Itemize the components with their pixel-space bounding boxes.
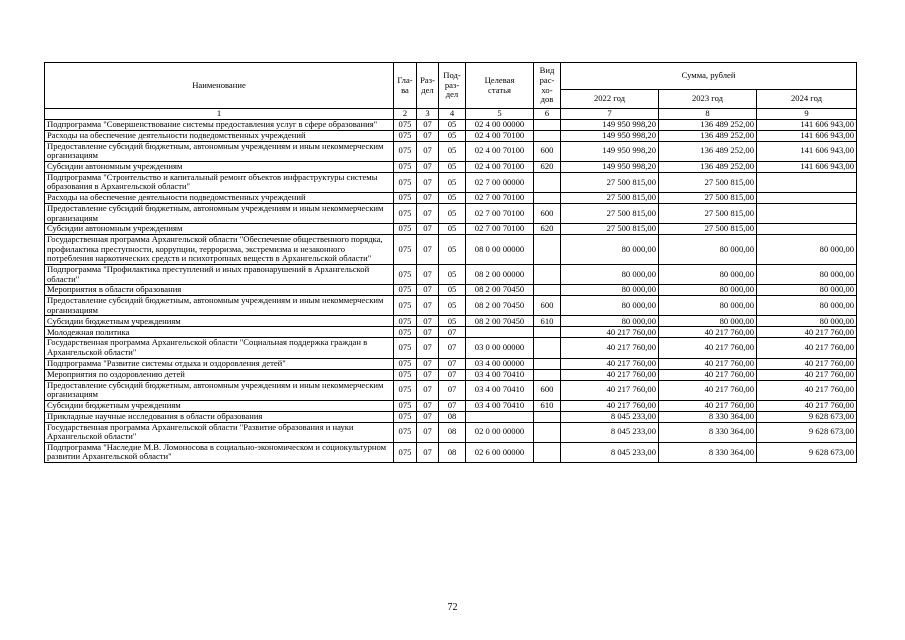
row-razdel: 07 — [417, 316, 439, 327]
row-razdel: 07 — [417, 338, 439, 358]
row-name: Подпрограмма "Профилактика преступлений и иных правонарушений в Архангельской области" — [45, 264, 394, 284]
row-glava: 075 — [394, 285, 417, 296]
row-sum-2022: 149 950 998,20 — [561, 161, 659, 172]
row-razdel: 07 — [417, 203, 439, 223]
row-podrazdel: 07 — [439, 369, 466, 380]
row-vid — [534, 119, 561, 130]
row-name: Мероприятия в области образования — [45, 285, 394, 296]
table-row — [45, 172, 857, 192]
row-sum-2022: 8 045 233,00 — [561, 442, 659, 462]
row-vid — [534, 172, 561, 192]
row-razdel: 07 — [417, 380, 439, 400]
column-number: 4 — [439, 109, 466, 120]
row-name: Предоставление субсидий бюджетным, автономным учреждениям и иным некоммерческим организациям — [45, 296, 394, 316]
row-sum-2023: 136 489 252,00 — [659, 141, 757, 161]
header-name: Наименование — [45, 63, 394, 109]
row-sum-2024: 40 217 760,00 — [757, 369, 857, 380]
row-glava: 075 — [394, 119, 417, 130]
table-row — [45, 285, 857, 296]
row-target: 02 4 00 00000 — [466, 119, 534, 130]
row-sum-2024: 40 217 760,00 — [757, 400, 857, 411]
row-glava: 075 — [394, 442, 417, 462]
row-glava: 075 — [394, 264, 417, 284]
table-row — [45, 411, 857, 422]
row-sum-2024 — [757, 172, 857, 192]
table-row — [45, 400, 857, 411]
row-vid — [534, 338, 561, 358]
table-row — [45, 327, 857, 338]
row-sum-2022: 80 000,00 — [561, 285, 659, 296]
row-sum-2023: 80 000,00 — [659, 264, 757, 284]
row-target: 02 4 00 70100 — [466, 141, 534, 161]
row-name: Государственная программа Архангельской области "Обеспечение общественного порядка, профилактика преступности, коррупции, терроризма, экстремизма и незаконного потребления наркотических средств и психотропных веществ в Архангельской области" — [45, 235, 394, 265]
row-vid — [534, 422, 561, 442]
row-glava: 075 — [394, 400, 417, 411]
row-razdel: 07 — [417, 411, 439, 422]
row-target: 08 2 00 00000 — [466, 264, 534, 284]
row-podrazdel: 05 — [439, 130, 466, 141]
row-name: Субсидии автономным учреждениям — [45, 161, 394, 172]
row-sum-2024: 141 606 943,00 — [757, 161, 857, 172]
row-podrazdel: 05 — [439, 285, 466, 296]
row-sum-2023: 40 217 760,00 — [659, 369, 757, 380]
row-vid: 600 — [534, 380, 561, 400]
row-sum-2022: 40 217 760,00 — [561, 400, 659, 411]
row-sum-2022: 40 217 760,00 — [561, 327, 659, 338]
table-row — [45, 358, 857, 369]
row-razdel: 07 — [417, 400, 439, 411]
budget-table — [44, 62, 857, 463]
table-row — [45, 264, 857, 284]
row-sum-2024: 40 217 760,00 — [757, 327, 857, 338]
header-year-2023: 2023 год — [659, 90, 757, 109]
row-name: Субсидии бюджетным учреждениям — [45, 400, 394, 411]
row-glava: 075 — [394, 130, 417, 141]
row-glava: 075 — [394, 224, 417, 235]
row-target: 08 2 00 70450 — [466, 296, 534, 316]
column-number: 9 — [757, 109, 857, 120]
row-glava: 075 — [394, 203, 417, 223]
row-podrazdel: 05 — [439, 203, 466, 223]
row-target: 02 7 00 70100 — [466, 192, 534, 203]
row-glava: 075 — [394, 327, 417, 338]
row-target: 02 6 00 00000 — [466, 442, 534, 462]
row-glava: 075 — [394, 172, 417, 192]
row-sum-2022: 27 500 815,00 — [561, 203, 659, 223]
row-name: Подпрограмма "Развитие системы отдыха и оздоровления детей" — [45, 358, 394, 369]
row-sum-2023: 8 330 364,00 — [659, 422, 757, 442]
row-sum-2023: 136 489 252,00 — [659, 161, 757, 172]
row-vid — [534, 369, 561, 380]
header-target: Целевая статья — [466, 63, 534, 109]
row-sum-2023: 27 500 815,00 — [659, 192, 757, 203]
row-vid: 600 — [534, 203, 561, 223]
row-sum-2022: 27 500 815,00 — [561, 224, 659, 235]
row-razdel: 07 — [417, 442, 439, 462]
row-glava: 075 — [394, 161, 417, 172]
table-row — [45, 296, 857, 316]
row-podrazdel: 05 — [439, 296, 466, 316]
row-sum-2023: 40 217 760,00 — [659, 380, 757, 400]
row-name: Прикладные научные исследования в области образования — [45, 411, 394, 422]
row-glava: 075 — [394, 296, 417, 316]
row-name: Молодежная политика — [45, 327, 394, 338]
row-glava: 075 — [394, 411, 417, 422]
header-year-2024: 2024 год — [757, 90, 857, 109]
header-year-2022: 2022 год — [561, 90, 659, 109]
row-sum-2024: 141 606 943,00 — [757, 119, 857, 130]
table-row — [45, 192, 857, 203]
table-header — [45, 63, 857, 120]
table-row — [45, 161, 857, 172]
row-sum-2023: 80 000,00 — [659, 316, 757, 327]
column-number: 7 — [561, 109, 659, 120]
table-row — [45, 224, 857, 235]
header-sum: Сумма, рублей — [561, 63, 857, 90]
row-vid — [534, 130, 561, 141]
row-podrazdel: 05 — [439, 119, 466, 130]
row-glava: 075 — [394, 141, 417, 161]
row-sum-2024 — [757, 224, 857, 235]
row-sum-2024: 141 606 943,00 — [757, 141, 857, 161]
row-sum-2023: 27 500 815,00 — [659, 172, 757, 192]
row-sum-2023: 8 330 364,00 — [659, 411, 757, 422]
row-razdel: 07 — [417, 235, 439, 265]
header-podrazdel: Под- раз- дел — [439, 63, 466, 109]
row-target: 03 4 00 00000 — [466, 358, 534, 369]
table-row — [45, 369, 857, 380]
row-sum-2023: 27 500 815,00 — [659, 203, 757, 223]
row-podrazdel: 05 — [439, 316, 466, 327]
row-vid — [534, 264, 561, 284]
row-sum-2024: 40 217 760,00 — [757, 338, 857, 358]
row-sum-2023: 40 217 760,00 — [659, 327, 757, 338]
row-podrazdel: 08 — [439, 422, 466, 442]
row-podrazdel: 07 — [439, 338, 466, 358]
row-sum-2022: 27 500 815,00 — [561, 172, 659, 192]
column-number: 5 — [466, 109, 534, 120]
row-sum-2024: 80 000,00 — [757, 296, 857, 316]
table-body — [45, 119, 857, 462]
row-razdel: 07 — [417, 327, 439, 338]
table-row — [45, 130, 857, 141]
row-sum-2022: 40 217 760,00 — [561, 380, 659, 400]
row-target — [466, 411, 534, 422]
row-vid: 620 — [534, 224, 561, 235]
row-vid: 600 — [534, 296, 561, 316]
row-name: Подпрограмма "Наследие М.В. Ломоносова в социально-экономическом и социокультурном развитии Архангельской области" — [45, 442, 394, 462]
row-glava: 075 — [394, 192, 417, 203]
row-target: 02 4 00 70100 — [466, 161, 534, 172]
row-sum-2022: 80 000,00 — [561, 316, 659, 327]
row-podrazdel: 07 — [439, 327, 466, 338]
row-target: 02 7 00 70100 — [466, 203, 534, 223]
table-row — [45, 119, 857, 130]
column-number-row — [45, 109, 857, 120]
row-podrazdel: 07 — [439, 380, 466, 400]
table-row — [45, 380, 857, 400]
row-podrazdel: 08 — [439, 411, 466, 422]
row-razdel: 07 — [417, 422, 439, 442]
row-glava: 075 — [394, 235, 417, 265]
row-name: Расходы на обеспечение деятельности подведомственных учреждений — [45, 130, 394, 141]
row-sum-2023: 80 000,00 — [659, 235, 757, 265]
row-name: Подпрограмма "Строительство и капитальный ремонт объектов инфраструктуры системы образования в Архангельской области" — [45, 172, 394, 192]
row-sum-2023: 27 500 815,00 — [659, 224, 757, 235]
row-sum-2022: 80 000,00 — [561, 264, 659, 284]
table-row — [45, 316, 857, 327]
row-podrazdel: 05 — [439, 192, 466, 203]
row-sum-2022: 80 000,00 — [561, 235, 659, 265]
table-row — [45, 203, 857, 223]
row-razdel: 07 — [417, 285, 439, 296]
row-podrazdel: 05 — [439, 235, 466, 265]
row-sum-2022: 40 217 760,00 — [561, 358, 659, 369]
row-name: Расходы на обеспечение деятельности подведомственных учреждений — [45, 192, 394, 203]
row-podrazdel: 05 — [439, 172, 466, 192]
column-number: 8 — [659, 109, 757, 120]
row-razdel: 07 — [417, 296, 439, 316]
row-sum-2024 — [757, 203, 857, 223]
row-glava: 075 — [394, 422, 417, 442]
page-number: 72 — [447, 602, 458, 613]
row-vid: 600 — [534, 141, 561, 161]
row-target: 08 2 00 70450 — [466, 285, 534, 296]
row-vid: 610 — [534, 316, 561, 327]
row-sum-2023: 136 489 252,00 — [659, 119, 757, 130]
table-row — [45, 338, 857, 358]
row-target: 02 4 00 70100 — [466, 130, 534, 141]
row-sum-2024: 80 000,00 — [757, 285, 857, 296]
row-sum-2022: 149 950 998,20 — [561, 119, 659, 130]
header-vid: Вид рас- хо- дов — [534, 63, 561, 109]
row-vid — [534, 411, 561, 422]
row-podrazdel: 05 — [439, 161, 466, 172]
row-podrazdel: 07 — [439, 358, 466, 369]
row-sum-2024 — [757, 192, 857, 203]
row-sum-2024: 80 000,00 — [757, 264, 857, 284]
row-podrazdel: 05 — [439, 224, 466, 235]
row-target: 08 2 00 70450 — [466, 316, 534, 327]
row-razdel: 07 — [417, 358, 439, 369]
row-name: Предоставление субсидий бюджетным, автономным учреждениям и иным некоммерческим организациям — [45, 203, 394, 223]
row-podrazdel: 07 — [439, 400, 466, 411]
row-razdel: 07 — [417, 369, 439, 380]
row-name: Подпрограмма "Совершенствование системы предоставления услуг в сфере образования" — [45, 119, 394, 130]
row-razdel: 07 — [417, 130, 439, 141]
row-name: Государственная программа Архангельской области "Развитие образования и науки Архангельской области" — [45, 422, 394, 442]
row-sum-2024: 40 217 760,00 — [757, 380, 857, 400]
row-target: 08 0 00 00000 — [466, 235, 534, 265]
row-sum-2022: 27 500 815,00 — [561, 192, 659, 203]
row-sum-2023: 8 330 364,00 — [659, 442, 757, 462]
row-sum-2022: 40 217 760,00 — [561, 338, 659, 358]
row-name: Предоставление субсидий бюджетным, автономным учреждениям и иным некоммерческим организациям — [45, 380, 394, 400]
table-row — [45, 422, 857, 442]
column-number: 2 — [394, 109, 417, 120]
header-razdel: Раз- дел — [417, 63, 439, 109]
row-sum-2024: 80 000,00 — [757, 316, 857, 327]
row-razdel: 07 — [417, 224, 439, 235]
row-target: 02 7 00 00000 — [466, 172, 534, 192]
row-vid — [534, 327, 561, 338]
row-vid — [534, 358, 561, 369]
row-sum-2024: 9 628 673,00 — [757, 411, 857, 422]
row-glava: 075 — [394, 358, 417, 369]
row-vid — [534, 235, 561, 265]
row-sum-2022: 8 045 233,00 — [561, 411, 659, 422]
row-sum-2024: 141 606 943,00 — [757, 130, 857, 141]
row-vid — [534, 442, 561, 462]
row-glava: 075 — [394, 338, 417, 358]
row-sum-2022: 149 950 998,20 — [561, 130, 659, 141]
row-sum-2024: 9 628 673,00 — [757, 422, 857, 442]
row-razdel: 07 — [417, 141, 439, 161]
row-name: Субсидии автономным учреждениям — [45, 224, 394, 235]
row-sum-2022: 80 000,00 — [561, 296, 659, 316]
row-target: 03 4 00 70410 — [466, 380, 534, 400]
header-glava: Гла- ва — [394, 63, 417, 109]
row-sum-2023: 40 217 760,00 — [659, 358, 757, 369]
row-name: Предоставление субсидий бюджетным, автономным учреждениям и иным некоммерческим организациям — [45, 141, 394, 161]
row-target: 02 7 00 70100 — [466, 224, 534, 235]
row-podrazdel: 05 — [439, 141, 466, 161]
row-sum-2022: 40 217 760,00 — [561, 369, 659, 380]
row-vid — [534, 285, 561, 296]
row-target — [466, 327, 534, 338]
row-razdel: 07 — [417, 119, 439, 130]
row-name: Мероприятия по оздоровлению детей — [45, 369, 394, 380]
row-podrazdel: 05 — [439, 264, 466, 284]
row-sum-2023: 80 000,00 — [659, 296, 757, 316]
column-number: 6 — [534, 109, 561, 120]
row-sum-2022: 8 045 233,00 — [561, 422, 659, 442]
row-sum-2024: 80 000,00 — [757, 235, 857, 265]
row-razdel: 07 — [417, 264, 439, 284]
row-target: 02 0 00 00000 — [466, 422, 534, 442]
row-sum-2023: 136 489 252,00 — [659, 130, 757, 141]
row-podrazdel: 08 — [439, 442, 466, 462]
table-row — [45, 141, 857, 161]
row-glava: 075 — [394, 369, 417, 380]
row-name: Государственная программа Архангельской области "Социальная поддержка граждан в Архангельской области" — [45, 338, 394, 358]
row-sum-2023: 80 000,00 — [659, 285, 757, 296]
table-row — [45, 235, 857, 265]
column-number: 3 — [417, 109, 439, 120]
row-sum-2024: 9 628 673,00 — [757, 442, 857, 462]
table-row — [45, 442, 857, 462]
row-sum-2022: 149 950 998,20 — [561, 141, 659, 161]
row-glava: 075 — [394, 316, 417, 327]
row-sum-2024: 40 217 760,00 — [757, 358, 857, 369]
column-number: 1 — [45, 109, 394, 120]
row-target: 03 4 00 70410 — [466, 369, 534, 380]
row-razdel: 07 — [417, 172, 439, 192]
row-vid: 610 — [534, 400, 561, 411]
row-sum-2023: 40 217 760,00 — [659, 400, 757, 411]
row-glava: 075 — [394, 380, 417, 400]
row-vid — [534, 192, 561, 203]
row-vid: 620 — [534, 161, 561, 172]
row-name: Субсидии бюджетным учреждениям — [45, 316, 394, 327]
row-target: 03 4 00 70410 — [466, 400, 534, 411]
row-razdel: 07 — [417, 192, 439, 203]
row-target: 03 0 00 00000 — [466, 338, 534, 358]
row-sum-2023: 40 217 760,00 — [659, 338, 757, 358]
row-razdel: 07 — [417, 161, 439, 172]
